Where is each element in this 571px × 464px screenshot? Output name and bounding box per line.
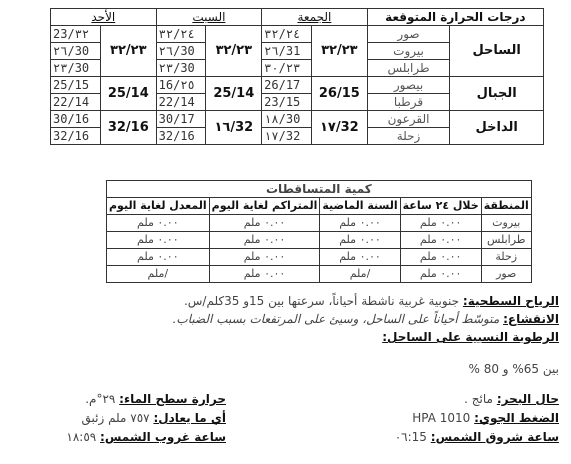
- temp-cell: ٣٢/٢٤: [156, 26, 206, 43]
- humidity-value-line: [468, 362, 559, 376]
- sea-temp-text: ٢٩°م.: [85, 392, 116, 406]
- city-cell: بيصور: [367, 77, 450, 94]
- temp-cell: 30/17: [156, 111, 206, 128]
- table-cell: ٠.٠٠ ملم: [107, 215, 210, 232]
- table-row: [51, 77, 544, 94]
- table-title-row: [107, 181, 532, 198]
- wind-line: [184, 294, 559, 308]
- wind-label: الرياح السطحية:: [462, 294, 559, 308]
- city-cell: بيروت: [367, 43, 450, 60]
- city-cell: قرطبا: [367, 94, 450, 111]
- temp-cell: ٣٠/٢٣: [262, 60, 312, 77]
- temperature-title: درجات الحرارة المتوقعة: [367, 9, 543, 26]
- table-cell: ٠.٠٠ ملم: [107, 232, 210, 249]
- temp-cell: 32/16: [156, 128, 206, 145]
- table-row: [51, 111, 544, 128]
- table-cell: صور: [481, 266, 531, 283]
- temp-cell: ٢٥/16: [156, 77, 206, 94]
- summary-cell: ٣٢/٢٣: [100, 26, 156, 77]
- table-cell: ٠.٠٠ ملم: [320, 249, 400, 266]
- temp-cell: 32/16: [51, 128, 101, 145]
- region-coast: الساحل: [450, 26, 544, 77]
- sea-state-line: [464, 392, 559, 406]
- table-cell: /ملم: [107, 266, 210, 283]
- summary-cell: 25/14: [206, 77, 262, 111]
- pressure-text: HPA 1010: [412, 411, 471, 425]
- table-cell: ٠.٠٠ ملم: [400, 249, 481, 266]
- table-cell: /ملم: [320, 266, 400, 283]
- day-header-sunday: الأحد: [51, 9, 157, 26]
- table-cell: ٠.٠٠ ملم: [400, 232, 481, 249]
- temp-cell: 22/14: [51, 94, 101, 111]
- pressure-line: [412, 411, 559, 425]
- table-cell: طرابلس: [481, 232, 531, 249]
- summary-cell: 25/14: [100, 77, 156, 111]
- column-header: المتراكم لغاية اليوم: [209, 198, 320, 215]
- sunrise-label: ساعة شروق الشمس:: [430, 430, 559, 444]
- temp-cell: 25/15: [51, 77, 101, 94]
- sunset-text: ١٨:٥٩: [66, 430, 97, 444]
- temp-cell: 31/٢٦: [262, 43, 312, 60]
- temp-cell: ٣٢/٢٤: [262, 26, 312, 43]
- table-row: [107, 249, 532, 266]
- column-header: المنطقة: [481, 198, 531, 215]
- city-cell: صور: [367, 26, 450, 43]
- equiv-line: [81, 411, 226, 425]
- precipitation-table: [106, 180, 532, 283]
- wind-text: جنوبية غربية ناشطة أحياناً، سرعتها بين 15و 35كلم/س.: [183, 294, 460, 308]
- table-cell: ٠.٠٠ ملم: [400, 266, 481, 283]
- sunrise-line: [395, 430, 559, 444]
- region-interior: الداخل: [450, 111, 544, 145]
- temp-cell: 30/٢٣: [51, 60, 101, 77]
- sunset-line: [66, 430, 226, 444]
- summary-cell: 32/١٦: [206, 111, 262, 145]
- table-header-row: [51, 9, 544, 26]
- table-cell: بيروت: [481, 215, 531, 232]
- summary-cell: 32/١٧: [312, 111, 368, 145]
- day-header-friday: الجمعة: [262, 9, 368, 26]
- summary-cell: 32/16: [100, 111, 156, 145]
- temp-cell: 23/15: [262, 94, 312, 111]
- table-row: [107, 266, 532, 283]
- table-cell: ٠.٠٠ ملم: [209, 232, 320, 249]
- column-header: خلال ٢٤ ساعة: [400, 198, 481, 215]
- temp-cell: 30/16: [51, 111, 101, 128]
- visibility-label: الانقشاع:: [503, 312, 559, 326]
- summary-cell: ٣٢/٢٣: [312, 26, 368, 77]
- sea-temp-label: حرارة سطح الماء:: [119, 392, 226, 406]
- sea-state-text: مائج .: [464, 392, 493, 406]
- temp-cell: 26/17: [262, 77, 312, 94]
- table-cell: ٠.٠٠ ملم: [209, 249, 320, 266]
- table-cell: زحلة: [481, 249, 531, 266]
- temp-cell: 30/٢٦: [51, 43, 101, 60]
- temp-cell: 30/٢٣: [156, 60, 206, 77]
- equiv-label: أي ما يعادل:: [153, 411, 226, 425]
- precipitation-title: كمية المتساقطات: [107, 181, 532, 198]
- temp-cell: 30/٢٦: [156, 43, 206, 60]
- humidity-label: الرطوبة النسبية على الساحل:: [382, 330, 559, 344]
- temp-cell: 30/١٨: [262, 111, 312, 128]
- temp-cell: ٣٢/23: [51, 26, 101, 43]
- pressure-label: الضغط الجوي:: [474, 411, 559, 425]
- table-cell: ٠.٠٠ ملم: [107, 249, 210, 266]
- column-header: المعدل لغاية اليوم: [107, 198, 210, 215]
- table-cell: ٠.٠٠ ملم: [320, 232, 400, 249]
- humidity-text: بين 65% و 80 %: [468, 362, 559, 376]
- sunrise-text: ٠٦:15: [394, 430, 427, 444]
- column-header: السنة الماضية: [320, 198, 400, 215]
- temp-cell: 22/14: [156, 94, 206, 111]
- visibility-text: متوسّط أحياناً على الساحل، وسيئ على المرتفعات بسبب الضباب.: [172, 312, 500, 326]
- summary-cell: ٣٢/٢٣: [206, 26, 262, 77]
- day-header-saturday: السبت: [156, 9, 262, 26]
- table-row: [107, 215, 532, 232]
- table-row: [51, 26, 544, 43]
- table-cell: ٠.٠٠ ملم: [400, 215, 481, 232]
- temperature-table: [50, 8, 544, 145]
- sunset-label: ساعة غروب الشمس:: [100, 430, 226, 444]
- temp-cell: 32/١٧: [262, 128, 312, 145]
- summary-cell: 26/15: [312, 77, 368, 111]
- table-cell: ٠.٠٠ ملم: [209, 266, 320, 283]
- visibility-line: [173, 312, 559, 326]
- humidity-line: [382, 330, 559, 344]
- city-cell: زحلة: [367, 128, 450, 145]
- table-header-row: [107, 198, 532, 215]
- equiv-text: ٧٥٧ ملم زئبق: [81, 411, 150, 425]
- region-mountains: الجبال: [450, 77, 544, 111]
- city-cell: القرعون: [367, 111, 450, 128]
- sea-state-label: حال البحر:: [496, 392, 559, 406]
- table-cell: ٠.٠٠ ملم: [209, 215, 320, 232]
- sea-temp-line: [85, 392, 226, 406]
- table-cell: ٠.٠٠ ملم: [320, 215, 400, 232]
- table-row: [107, 232, 532, 249]
- city-cell: طرابلس: [367, 60, 450, 77]
